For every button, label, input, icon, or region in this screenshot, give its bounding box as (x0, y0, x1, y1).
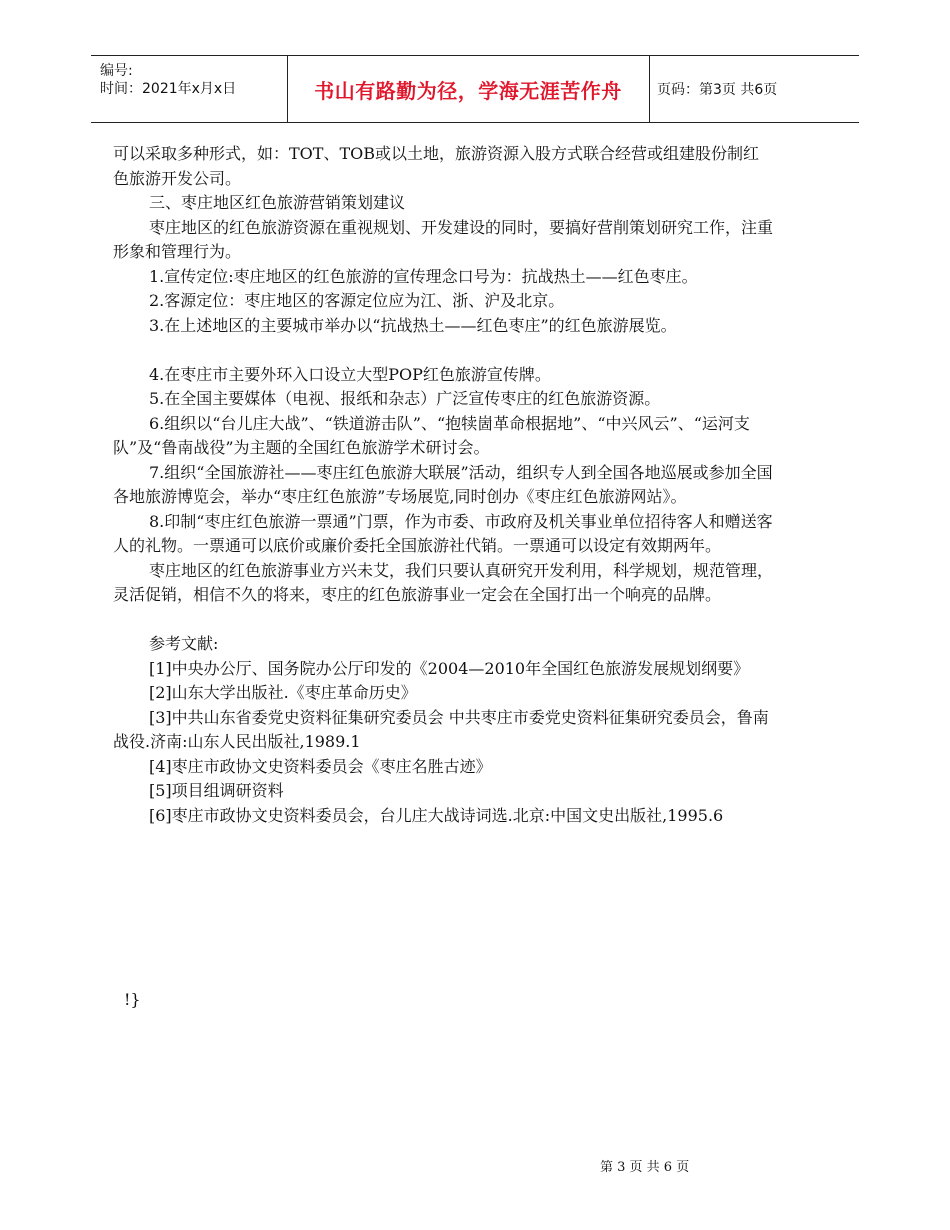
stray-mark: !} (124, 990, 141, 1009)
header-divider-right (649, 56, 650, 122)
list-item: 1.宣传定位:枣庄地区的红色旅游的宣传理念口号为：抗战热土——红色枣庄。 (149, 266, 698, 286)
page-footer: 第 3 页 共 6 页 (600, 1160, 690, 1175)
blank-line (113, 608, 773, 633)
list-item: 2.客源定位：枣庄地区的客源定位应为江、浙、沪及北京。 (149, 291, 565, 310)
section-heading: 三、枣庄地区红色旅游营销策划建议 (149, 193, 406, 212)
list-item: 5.在全国主要媒体（电视、报纸和杂志）广泛宣传枣庄的红色旅游资源。 (149, 389, 661, 408)
list-item: 8.印制“枣庄红色旅游一票通”门票，作为市委、市政府及机关事业单位招待客人和赠送客人的礼物。一票通可以底价或廉价委托全国旅游社代销。一票通可以设定有效期两年。 (113, 511, 773, 555)
reference-item: [3]中共山东省委党史资料征集研究委员会 中共枣庄市委党史资料征集研究委员会，鲁南战役.济南:山东人民出版社,1989.1 (113, 707, 769, 751)
paragraph: 可以采取多种形式，如：TOT、TOB或以土地，旅游资源入股方式联合经营或组建股份制红色旅游开发公司。 (113, 144, 760, 188)
list-item: 3.在上述地区的主要城市举办以“抗战热土——红色枣庄”的红色旅游展览。 (149, 315, 677, 335)
reference-item: [4]枣庄市政协文史资料委员会《枣庄名胜古迹》 (149, 756, 492, 776)
header-motto (287, 56, 649, 122)
list-item: 7.组织“全国旅游社——枣庄红色旅游大联展”活动，组织专人到全国各地巡展或参加全国各地旅游博览会，举办“枣庄红色旅游”专场展览,同时创办《枣庄红色旅游网站》。 (113, 462, 773, 506)
motto-text: 书山有路勤为径，学海无涯苦作舟 (314, 78, 622, 103)
document-body (113, 142, 773, 828)
reference-item: [1]中央办公厅、国务院办公厅印发的《2004—2010年全国红色旅游发展规划纲要》 (149, 658, 750, 678)
page-info-text: 页码：第3页 共6页 (657, 82, 778, 98)
paragraph: 枣庄地区的红色旅游资源在重视规划、开发建设的同时，要搞好营削策划研究工作，注重形象和管理行为。 (113, 217, 774, 261)
reference-item: [5]项目组调研资料 (149, 781, 284, 800)
reference-item: [2]山东大学出版社.《枣庄革命历史》 (149, 683, 417, 702)
code-label: 编号: (100, 63, 133, 79)
reference-item: [6]枣庄市政协文史资料委员会，台儿庄大战诗词选.北京:中国文史出版社,1995.6 (149, 805, 724, 825)
paragraph: 枣庄地区的红色旅游事业方兴未艾，我们只要认真研究开发利用，科学规划，规范管理，灵活促销，相信不久的将来，枣庄的红色旅游事业一定会在全国打出一个响亮的品牌。 (113, 560, 774, 604)
time-label: 时间：2021年x月x日 (100, 81, 237, 97)
header-meta (91, 56, 287, 122)
page-header (91, 55, 859, 123)
list-item: 6.组织以“台儿庄大战”、“铁道游击队”、“抱犊崮革命根据地”、“中兴风云”、“运河支队”及“鲁南战役”为主题的全国红色旅游学术研讨会。 (113, 413, 750, 457)
references-title: 参考文献: (149, 634, 219, 653)
blank-line (113, 338, 773, 363)
list-item: 4.在枣庄市主要外环入口设立大型POP红色旅游宣传牌。 (149, 364, 551, 384)
header-page-info (657, 56, 777, 122)
